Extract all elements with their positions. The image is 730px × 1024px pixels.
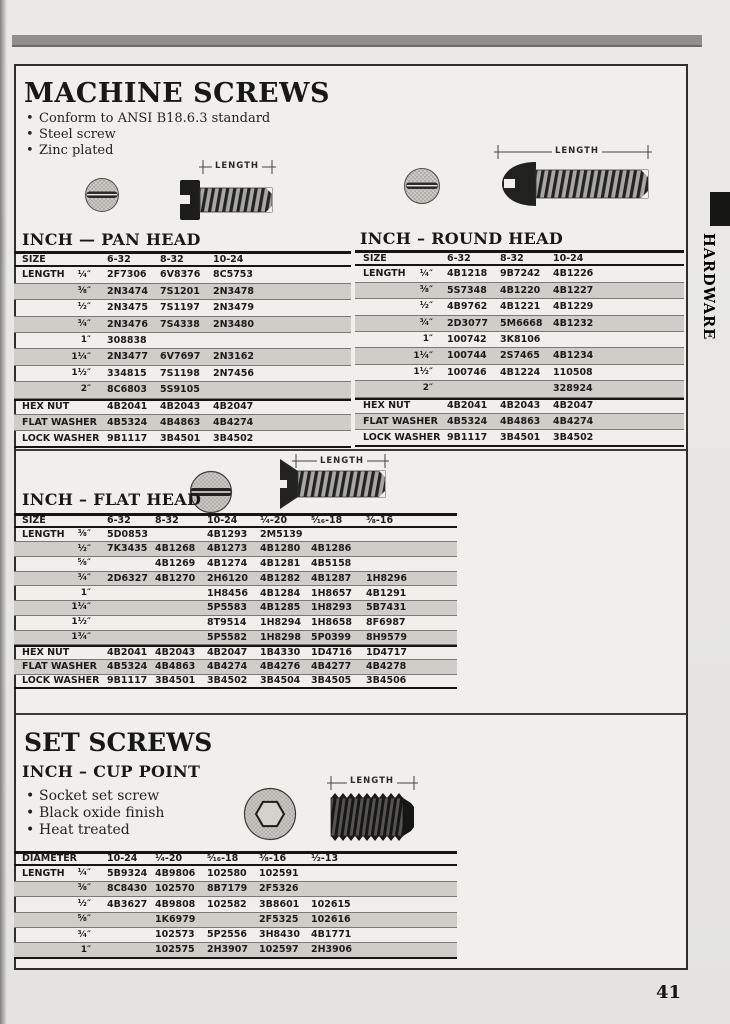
part-number: 2F5326: [259, 883, 299, 895]
cup-point-section-title: INCH – CUP POINT: [22, 762, 201, 781]
part-number: 9B1117: [447, 431, 488, 443]
length-value: 1″: [80, 587, 91, 598]
size-column-label: DIAMETER: [22, 853, 78, 865]
part-number: 100742: [447, 333, 487, 345]
section-divider: [16, 713, 686, 715]
part-number: 8F6987: [366, 616, 406, 628]
thread-size-column-header: 10-24: [213, 253, 244, 265]
thread-size-column-header: 6-32: [107, 515, 131, 527]
part-number: 4B5324: [107, 416, 148, 428]
part-number: 1D4716: [311, 647, 352, 659]
flat-head-section-title: INCH – FLAT HEAD: [22, 490, 202, 509]
thread-size-column-header: 6-32: [447, 252, 471, 264]
machine-screws-features: [26, 111, 270, 159]
part-number: 4B2047: [553, 400, 594, 412]
part-number: 4B1284: [260, 587, 301, 599]
part-number: 4B4274: [553, 415, 594, 427]
page-number: 41: [656, 982, 682, 1003]
table-row: [355, 332, 684, 348]
part-number: 100744: [447, 350, 487, 362]
part-number: 4B1224: [500, 366, 541, 378]
part-number: 102615: [311, 898, 351, 910]
thread-size-column-header: ³⁄₈-16: [366, 515, 394, 527]
part-number: 5S9105: [160, 384, 200, 396]
part-number: 5B9324: [107, 867, 148, 879]
set-screws-features: [26, 788, 164, 839]
accessory-label: FLAT WASHER: [22, 660, 97, 672]
part-number: 4B1229: [553, 301, 594, 313]
part-number: 7S1201: [160, 285, 200, 297]
table-row: [14, 300, 351, 316]
part-number: 4B1270: [155, 572, 196, 584]
part-number: 334815: [107, 367, 147, 379]
hardware-tab-label: HARDWARE: [700, 233, 717, 341]
pan-head-section-title: INCH — PAN HEAD: [22, 230, 201, 249]
part-number: 4B2047: [213, 401, 254, 413]
length-value: 1¹⁄₄″: [413, 350, 433, 361]
length-value: 2″: [422, 383, 433, 394]
part-number: 7S1198: [160, 367, 200, 379]
part-number: 2N3162: [213, 351, 255, 363]
part-number: 3B4502: [213, 432, 254, 444]
accessory-label: FLAT WASHER: [22, 416, 97, 428]
part-number: 4B1269: [155, 558, 196, 570]
part-number: 3B4505: [311, 675, 352, 687]
length-value: 1¹⁄₂″: [413, 366, 433, 377]
part-number: 2N3475: [107, 302, 149, 314]
length-value: ⁵⁄₈″: [77, 558, 91, 569]
feature-item: • Socket set screw: [26, 788, 164, 805]
part-number: 4B2047: [207, 647, 248, 659]
part-number: 4B4274: [213, 416, 254, 428]
part-number: 4B1220: [500, 284, 541, 296]
table-row: [355, 348, 684, 364]
part-number: 8C5753: [213, 269, 254, 281]
table-row: [355, 398, 684, 414]
pan-head-front-icon: [83, 176, 121, 214]
part-number: 4B1291: [366, 587, 407, 599]
table-row: [14, 366, 351, 382]
table-row: [14, 645, 457, 660]
part-number: 8B7179: [207, 883, 248, 895]
part-number: 3B4501: [500, 431, 541, 443]
part-number: 2N3476: [107, 318, 149, 330]
part-number: 4B2043: [500, 400, 541, 412]
length-value: 1¹⁄₂″: [71, 367, 91, 378]
part-number: 8H9579: [366, 631, 408, 643]
thread-size-column-header: 10-24: [553, 252, 584, 264]
part-number: 102616: [311, 914, 351, 925]
length-dimension-label: LENGTH: [552, 146, 602, 156]
thread-size-column-header: ¹⁄₂-13: [311, 853, 339, 865]
accessory-label: LOCK WASHER: [22, 432, 100, 444]
part-number: 7S4338: [160, 318, 200, 330]
round-head-front-icon: [402, 166, 442, 206]
table-row: [14, 557, 457, 572]
part-number: 102570: [155, 883, 195, 895]
table-row: [14, 943, 457, 958]
part-number: 102573: [155, 929, 195, 941]
part-number: 9B1117: [107, 675, 148, 687]
table-row: [14, 882, 457, 897]
length-label: LENGTH: [22, 528, 65, 540]
part-number: 4B1274: [207, 558, 248, 570]
part-number: 9B1117: [107, 432, 148, 444]
thread-size-column-header: ¹⁄₄-20: [260, 515, 288, 527]
part-number: 4B2041: [107, 647, 148, 659]
accessory-label: LOCK WASHER: [363, 431, 441, 443]
part-number: 2N3480: [213, 318, 255, 330]
part-number: 4B9762: [447, 301, 488, 313]
hardware-tab-marker: [710, 192, 730, 226]
length-value: ³⁄₈″: [419, 284, 433, 295]
table-row: [14, 851, 457, 866]
part-number: 5B7431: [366, 602, 407, 614]
length-value: ¹⁄₄″: [419, 268, 433, 279]
part-number: 4B1268: [155, 543, 196, 555]
table-row: [355, 381, 684, 397]
thread-size-column-header: 10-24: [207, 515, 238, 527]
set-screws-table: [14, 851, 457, 959]
part-number: 3H8430: [259, 929, 301, 941]
part-number: 2N3478: [213, 285, 255, 297]
part-number: 4B4278: [366, 660, 407, 672]
part-number: 102582: [207, 898, 247, 910]
part-number: 5S7348: [447, 284, 487, 296]
part-number: 4B1218: [447, 268, 488, 280]
part-number: 3B8601: [259, 898, 300, 910]
part-number: 2M5139: [260, 528, 303, 540]
thread-size-column-header: 6-32: [107, 253, 131, 265]
part-number: 4B1285: [260, 602, 301, 614]
part-number: 4B1234: [553, 350, 594, 362]
pan-head-table: [14, 251, 351, 448]
part-number: 8C6803: [107, 384, 148, 396]
length-label: LENGTH: [22, 269, 65, 281]
length-value: 1″: [80, 335, 91, 346]
feature-item: • Steel screw: [26, 127, 270, 143]
table-row: [14, 251, 351, 267]
part-number: 4B5324: [107, 660, 148, 672]
round-head-section-title: INCH – ROUND HEAD: [360, 229, 564, 248]
page-edge-shadow: [0, 0, 7, 1024]
part-number: 2N7456: [213, 367, 255, 379]
table-row: [355, 430, 684, 446]
table-row: [355, 299, 684, 315]
part-number: 4B9808: [155, 898, 196, 910]
part-number: 7K3435: [107, 543, 148, 555]
set-screw-front-icon: [241, 785, 299, 843]
length-value: ⁵⁄₈″: [77, 914, 91, 925]
length-value: ³⁄₄″: [77, 318, 91, 329]
length-value: ³⁄₄″: [77, 929, 91, 940]
part-number: 2H6120: [207, 572, 249, 584]
thread-size-column-header: 8-32: [155, 515, 179, 527]
part-number: 4B4277: [311, 660, 352, 672]
length-value: ³⁄₄″: [419, 317, 433, 328]
part-number: 7S1197: [160, 302, 200, 314]
table-row: [14, 913, 457, 928]
part-number: 9B7242: [500, 268, 541, 280]
part-number: 4B1226: [553, 268, 594, 280]
table-row: [14, 382, 351, 398]
part-number: 4B4863: [160, 416, 201, 428]
part-number: 2D6327: [107, 572, 148, 584]
part-number: 4B1273: [207, 543, 248, 555]
part-number: 4B2041: [447, 400, 488, 412]
length-label: LENGTH: [22, 867, 65, 879]
part-number: 8C8430: [107, 883, 148, 895]
table-row: [14, 542, 457, 557]
part-number: 2N3477: [107, 351, 149, 363]
feature-item: • Heat treated: [26, 822, 164, 839]
table-row: [14, 399, 351, 415]
top-gray-bar: [12, 35, 702, 47]
part-number: 1H8456: [207, 587, 249, 599]
part-number: 328924: [553, 383, 593, 395]
length-value: ³⁄₄″: [77, 573, 91, 584]
part-number: 3B4501: [160, 432, 201, 444]
table-row: [14, 415, 351, 431]
length-dimension-label: LENGTH: [317, 456, 367, 466]
part-number: 1H8658: [311, 616, 353, 628]
part-number: 1B4330: [260, 647, 301, 659]
feature-item: • Conform to ANSI B18.6.3 standard: [26, 111, 270, 127]
length-value: 1″: [422, 334, 433, 345]
table-row: [14, 897, 457, 912]
machine-screws-title: MACHINE SCREWS: [24, 78, 330, 109]
length-value: 1¹⁄₂″: [71, 617, 91, 628]
part-number: 5P2556: [207, 929, 248, 941]
thread-size-column-header: ³⁄₈-16: [259, 853, 287, 865]
part-number: 1H8657: [311, 587, 353, 599]
part-number: 3K8106: [500, 333, 541, 345]
part-number: 102575: [155, 944, 195, 956]
table-row: [14, 333, 351, 349]
part-number: 4B2043: [155, 647, 196, 659]
part-number: 4B4863: [155, 660, 196, 672]
length-value: ¹⁄₄″: [77, 269, 91, 280]
part-number: 110508: [553, 366, 593, 378]
part-number: 102580: [207, 867, 247, 879]
table-row: [14, 616, 457, 631]
size-column-label: SIZE: [363, 252, 387, 264]
part-number: 4B1771: [311, 929, 352, 941]
part-number: 4B4276: [260, 660, 301, 672]
part-number: 4B1293: [207, 528, 248, 540]
length-dimension-label: LENGTH: [212, 161, 262, 171]
table-row: [14, 284, 351, 300]
length-value: 2″: [80, 384, 91, 395]
table-row: [14, 572, 457, 587]
table-row: [14, 586, 457, 601]
part-number: 4B9806: [155, 867, 196, 879]
part-number: 4B1287: [311, 572, 352, 584]
part-number: 102591: [259, 867, 299, 879]
length-value: ³⁄₈″: [77, 529, 91, 540]
length-value: 1¹⁄₄″: [71, 351, 91, 362]
length-value: ³⁄₈″: [77, 883, 91, 894]
table-row: [355, 316, 684, 332]
set-screws-title: SET SCREWS: [24, 728, 213, 757]
part-number: 1K6979: [155, 914, 196, 925]
part-number: 2F5325: [259, 914, 299, 925]
accessory-label: HEX NUT: [363, 400, 411, 412]
thread-size-column-header: ⁵⁄₁₆-18: [207, 853, 239, 865]
length-value: 1¹⁄₄″: [71, 602, 91, 613]
table-row: [355, 250, 684, 266]
part-number: 1H8293: [311, 602, 353, 614]
part-number: 3B4506: [366, 675, 407, 687]
table-row: [14, 349, 351, 365]
part-number: 5P5582: [207, 631, 248, 643]
flat-head-table: [14, 513, 457, 689]
size-column-label: SIZE: [22, 253, 46, 265]
accessory-label: FLAT WASHER: [363, 415, 438, 427]
part-number: 5D0853: [107, 528, 148, 540]
part-number: 4B2041: [107, 401, 148, 413]
part-number: 1H8296: [366, 572, 408, 584]
part-number: 6V8376: [160, 269, 201, 281]
part-number: 3B4501: [155, 675, 196, 687]
table-row: [14, 631, 457, 646]
table-row: [14, 317, 351, 333]
part-number: 100746: [447, 366, 487, 378]
part-number: 5M6668: [500, 317, 543, 329]
part-number: 2D3077: [447, 317, 488, 329]
feature-item: • Black oxide finish: [26, 805, 164, 822]
length-value: ¹⁄₂″: [77, 302, 91, 313]
table-row: [355, 365, 684, 381]
table-row: [14, 601, 457, 616]
part-number: 4B1280: [260, 543, 301, 555]
length-dimension-label: LENGTH: [347, 776, 397, 786]
length-value: ¹⁄₂″: [77, 898, 91, 909]
table-row: [355, 283, 684, 299]
part-number: 6V7697: [160, 351, 201, 363]
part-number: 3B4502: [553, 431, 594, 443]
part-number: 4B1227: [553, 284, 594, 296]
part-number: 4B3627: [107, 898, 148, 910]
table-row: [14, 675, 457, 690]
feature-item: • Zinc plated: [26, 143, 270, 159]
table-row: [14, 928, 457, 943]
length-value: ¹⁄₂″: [77, 543, 91, 554]
accessory-label: HEX NUT: [22, 647, 70, 659]
part-number: 3B4504: [260, 675, 301, 687]
part-number: 4B4863: [500, 415, 541, 427]
part-number: 4B5158: [311, 558, 352, 570]
part-number: 5P0399: [311, 631, 352, 643]
part-number: 1H8294: [260, 616, 302, 628]
table-row: [14, 660, 457, 675]
thread-size-column-header: 10-24: [107, 853, 138, 865]
table-row: [14, 513, 457, 528]
part-number: 4B1286: [311, 543, 352, 555]
size-column-label: SIZE: [22, 515, 46, 527]
part-number: 2S7465: [500, 350, 540, 362]
part-number: 2N3474: [107, 285, 149, 297]
thread-size-column-header: 8-32: [500, 252, 524, 264]
part-number: 2H3906: [311, 944, 353, 956]
length-value: 1³⁄₄″: [71, 631, 91, 642]
part-number: 4B1281: [260, 558, 301, 570]
table-row: [355, 266, 684, 282]
round-head-table: [355, 250, 684, 447]
length-value: ¹⁄₂″: [419, 301, 433, 312]
accessory-label: HEX NUT: [22, 401, 70, 413]
part-number: 1D4717: [366, 647, 407, 659]
length-value: ³⁄₈″: [77, 285, 91, 296]
table-row: [355, 414, 684, 430]
part-number: 5P5583: [207, 602, 248, 614]
thread-size-column-header: ¹⁄₄-20: [155, 853, 183, 865]
length-label: LENGTH: [363, 268, 406, 280]
part-number: 4B2043: [160, 401, 201, 413]
part-number: 4B1232: [553, 317, 594, 329]
part-number: 4B4274: [207, 660, 248, 672]
table-row: [14, 866, 457, 881]
part-number: 1H8298: [260, 631, 302, 643]
part-number: 2N3479: [213, 302, 255, 314]
length-value: 1″: [80, 944, 91, 955]
accessory-label: LOCK WASHER: [22, 675, 100, 687]
table-row: [14, 267, 351, 283]
part-number: 3B4502: [207, 675, 248, 687]
part-number: 2F7306: [107, 269, 147, 281]
thread-size-column-header: 8-32: [160, 253, 184, 265]
table-row: [14, 431, 351, 447]
part-number: 4B5324: [447, 415, 488, 427]
part-number: 4B1221: [500, 301, 541, 313]
part-number: 4B1282: [260, 572, 301, 584]
part-number: 102597: [259, 944, 299, 956]
part-number: 8T9514: [207, 616, 247, 628]
part-number: 308838: [107, 334, 147, 346]
table-row: [14, 528, 457, 543]
thread-size-column-header: ⁵⁄₁₆-18: [311, 515, 343, 527]
part-number: 2H3907: [207, 944, 249, 956]
length-value: ¹⁄₄″: [77, 868, 91, 879]
